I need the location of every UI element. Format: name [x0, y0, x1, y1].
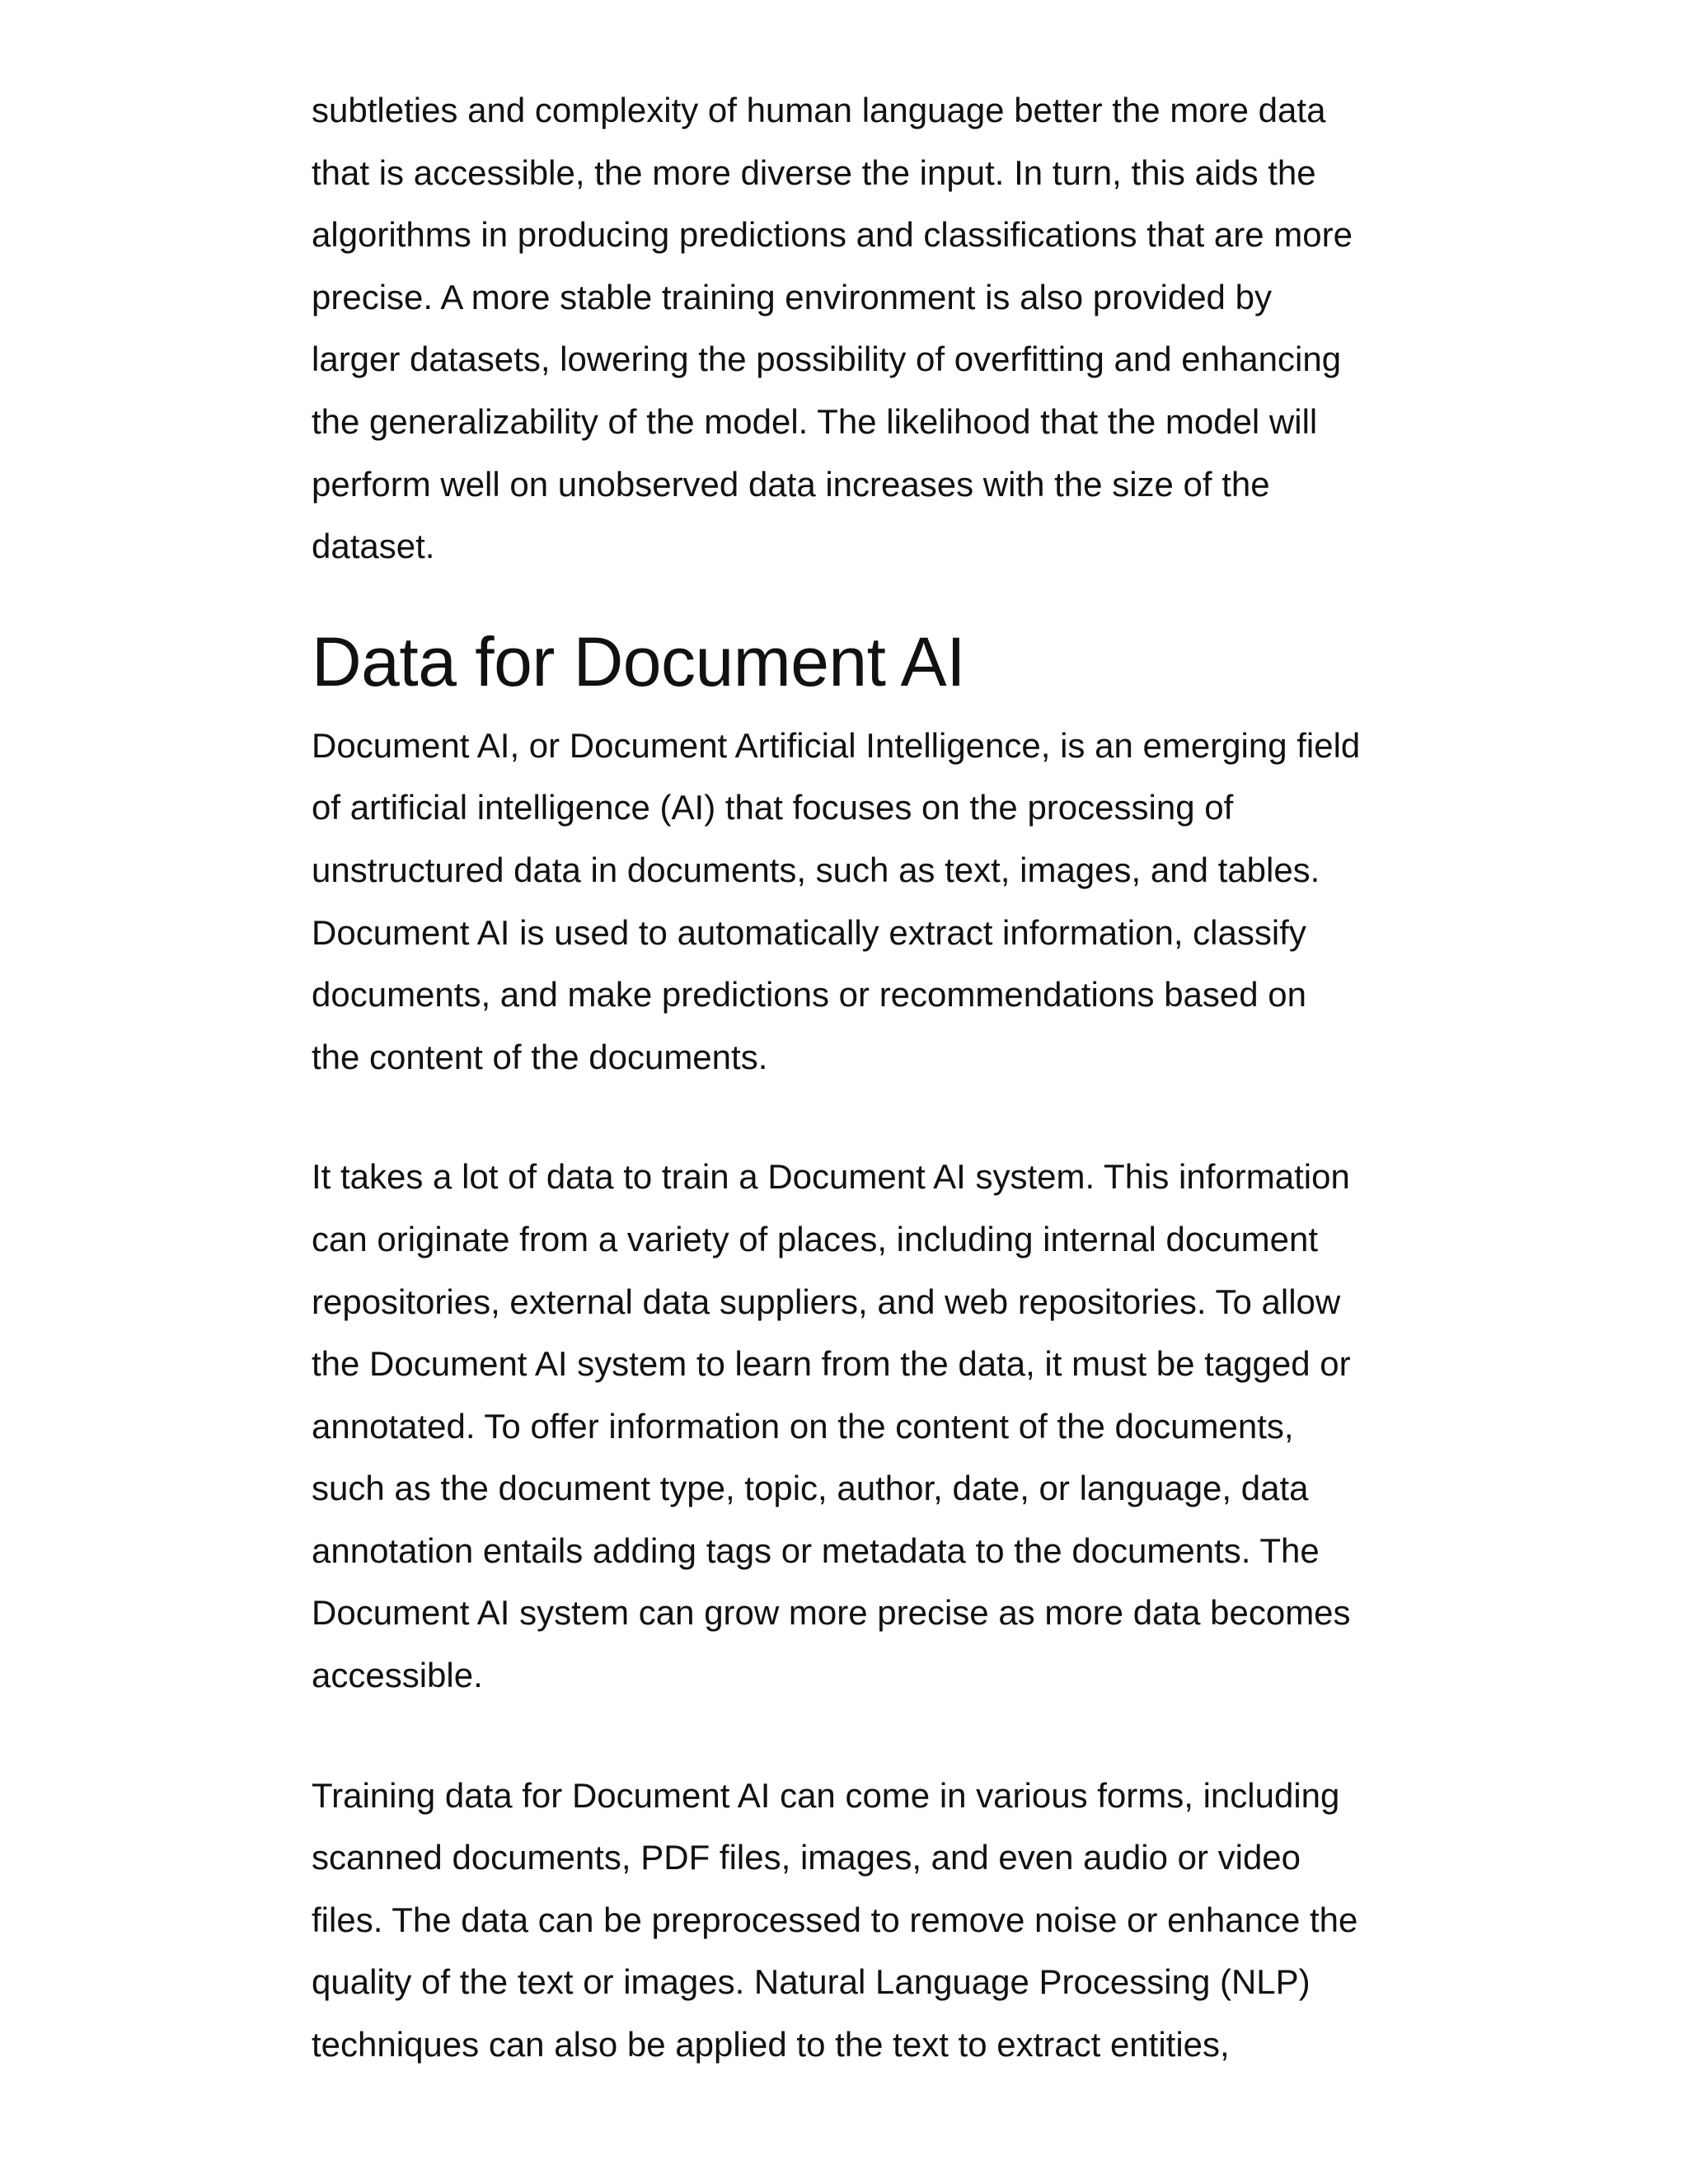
text-line: perform well on unobserved data increases with the size of the: [312, 464, 1270, 504]
text-line: It takes a lot of data to train a Document AI system. This information: [312, 1157, 1350, 1197]
text-line: Document AI system can grow more precise as more data becomes: [312, 1593, 1351, 1633]
paragraph-forms: [312, 1765, 1400, 2076]
text-line: repositories, external data suppliers, and web repositories. To allow: [312, 1282, 1341, 1321]
section-heading: Data for Document AI: [312, 622, 966, 701]
paragraph-continuation: [312, 79, 1400, 578]
text-line: Document AI is used to automatically extract information, classify: [312, 912, 1306, 952]
text-line: unstructured data in documents, such as text, images, and tables.: [312, 850, 1320, 889]
text-line: annotation entails adding tags or metadata to the documents. The: [312, 1530, 1320, 1570]
text-line: dataset.: [312, 527, 435, 566]
text-line: precise. A more stable training environment is also provided by: [312, 277, 1272, 316]
text-line: documents, and make predictions or recommendations based on: [312, 975, 1307, 1015]
text-line: the content of the documents.: [312, 1037, 768, 1076]
paragraph-training: [312, 1146, 1400, 1706]
text-line: such as the document type, topic, author, date, or language, data: [312, 1469, 1309, 1508]
text-line: quality of the text or images. Natural Language Processing (NLP): [312, 1962, 1311, 2002]
text-line: algorithms in producing predictions and classifications that are more: [312, 215, 1353, 255]
text-line: the Document AI system to learn from the data, it must be tagged or: [312, 1344, 1351, 1384]
text-line: files. The data can be preprocessed to remove noise or enhance the: [312, 1900, 1358, 1939]
text-line: the generalizability of the model. The likelihood that the model will: [312, 401, 1318, 441]
text-line: larger datasets, lowering the possibility of overfitting and enhancing: [312, 340, 1342, 379]
paragraph-intro: [312, 715, 1400, 1089]
text-line: techniques can also be applied to the text to extract entities,: [312, 2025, 1230, 2064]
text-line: subtleties and complexity of human language better the more data: [312, 91, 1326, 129]
text-line: accessible.: [312, 1656, 483, 1695]
text-line: Document AI, or Document Artificial Intelligence, is an emerging field: [312, 725, 1361, 765]
text-line: Training data for Document AI can come in various forms, including: [312, 1775, 1340, 1815]
text-line: of artificial intelligence (AI) that focuses on the processing of: [312, 788, 1234, 827]
document-page: [312, 79, 1400, 2076]
text-line: annotated. To offer information on the content of the documents,: [312, 1406, 1294, 1446]
text-line: scanned documents, PDF files, images, and even audio or video: [312, 1838, 1301, 1877]
text-line: that is accessible, the more diverse the input. In turn, this aids the: [312, 152, 1316, 192]
text-line: can originate from a variety of places, including internal document: [312, 1219, 1318, 1258]
